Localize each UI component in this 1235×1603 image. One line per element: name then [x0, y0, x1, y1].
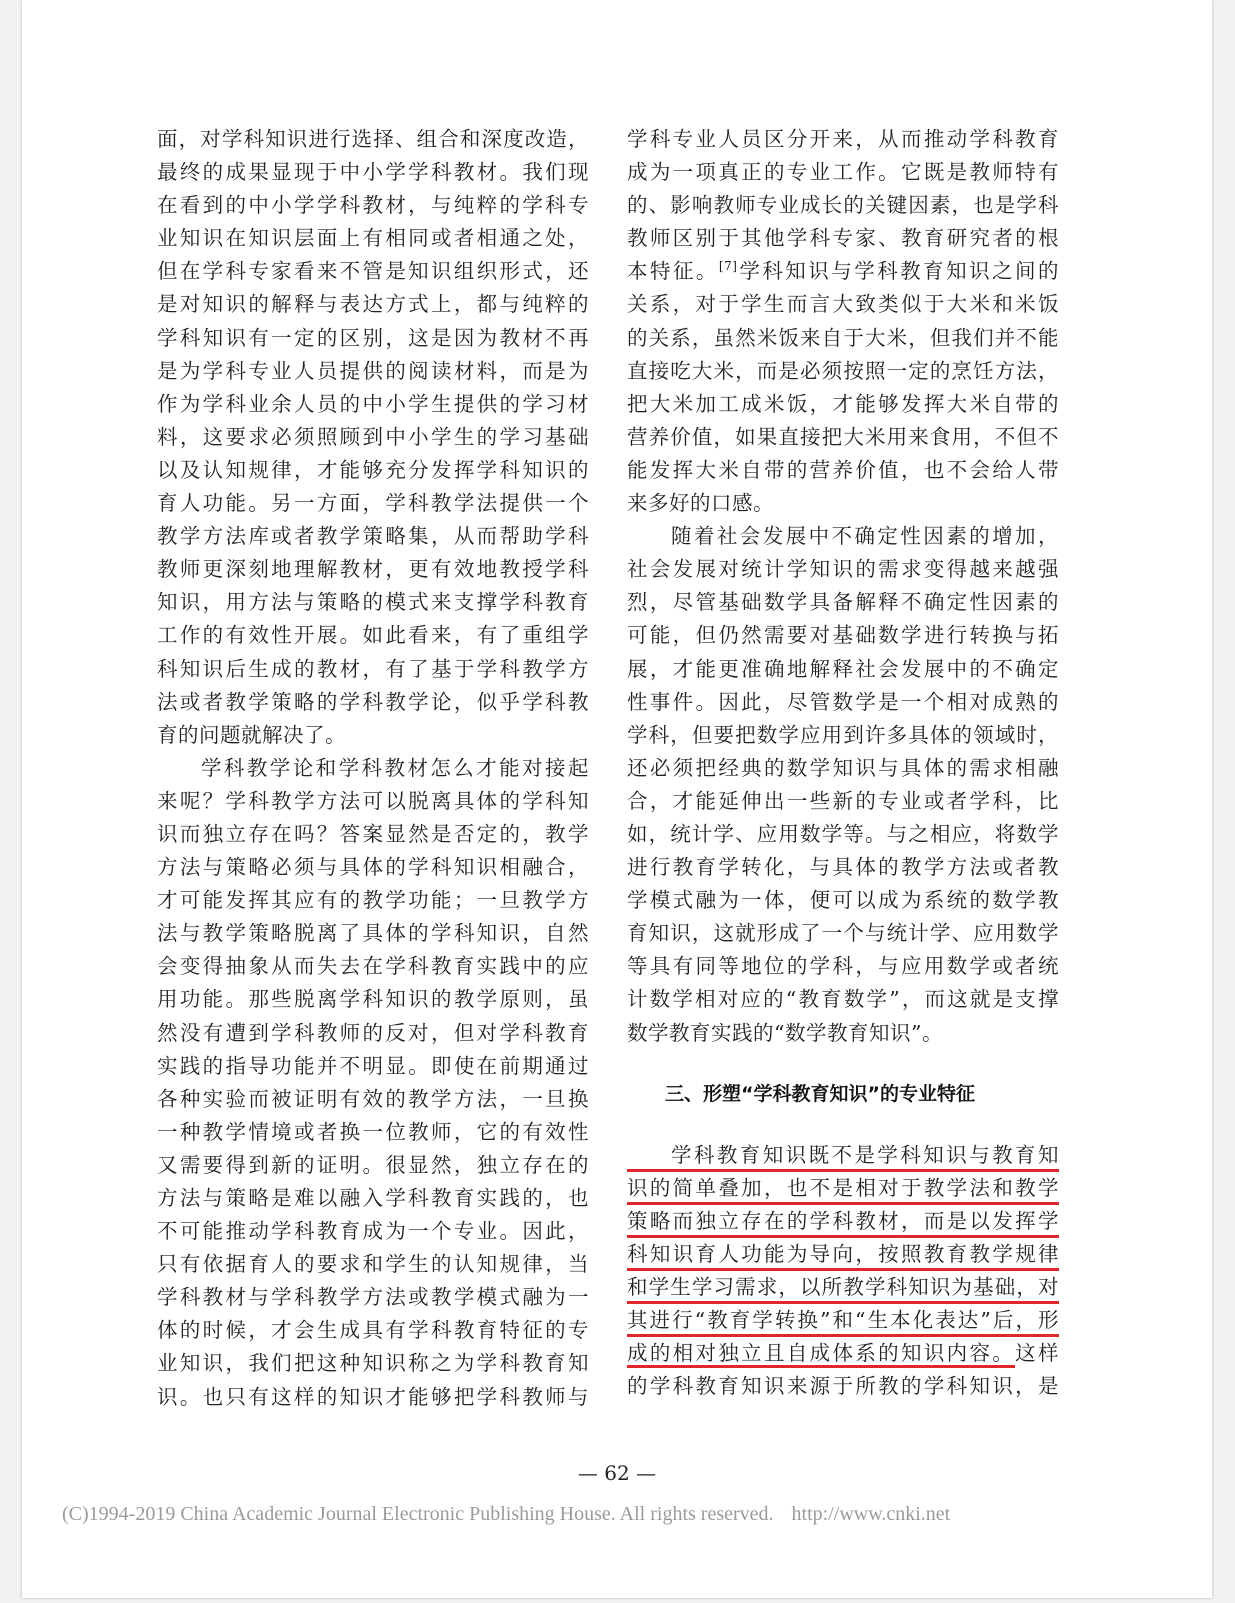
- paragraph-start: 学科教学论和学科教材怎么才能对接起: [201, 755, 589, 780]
- text-line: 合，才能延伸出一些新的专业或者学科，比: [627, 788, 1059, 813]
- text-line: 教学方法库或者教学策略集，从而帮助学科: [157, 524, 589, 549]
- line-text-continued: 学科知识与学科教育知识之间的: [737, 259, 1060, 284]
- text-line: 学科教材与学科教学方法或教学模式融为一: [157, 1285, 589, 1310]
- text-line: 在看到的中小学学科教材，与纯粹的学科专: [157, 193, 589, 218]
- text-line: 如，统计学、应用数学等。与之相应，将数学: [627, 821, 1059, 846]
- text-line: 识而独立存在吗？答案显然是否定的，教学: [157, 821, 589, 846]
- text-line: 的关系，虽然米饭来自于大米，但我们并不能: [627, 325, 1059, 350]
- highlighted-line: 科知识育人功能为导向，按照教育教学规律: [627, 1238, 1059, 1271]
- text-line: 各种实验而被证明有效的教学方法，一旦换: [157, 1086, 589, 1111]
- highlighted-line: 识的简单叠加，也不是相对于教学法和教学: [627, 1172, 1059, 1205]
- text-line: 育的问题就解决了。: [157, 722, 346, 747]
- text-line: 学模式融为一体，便可以成为系统的数学教: [627, 888, 1059, 913]
- text-line: 才可能发挥其应有的教学功能；一旦教学方: [157, 888, 589, 913]
- text-line-with-citation: [627, 255, 1059, 288]
- text-line: 能发挥大米自带的营养价值，也不会给人带: [627, 457, 1059, 482]
- text-line: 法与教学策略脱离了具体的学科知识，自然: [157, 921, 589, 946]
- text-line: 以及认知规律，才能够充分发挥学科知识的: [157, 457, 589, 482]
- text-line: 面，对学科知识进行选择、组合和深度改造，: [157, 127, 589, 151]
- text-line: 教师区别于其他学科专家、教育研究者的根: [627, 226, 1059, 251]
- highlighted-line: 策略而独立存在的学科教材，而是以发挥学: [627, 1205, 1059, 1238]
- highlighted-text: 成的相对独立且自成体系的知识内容。: [627, 1341, 1015, 1368]
- text-line: 学科，但要把数学应用到许多具体的领域时，: [627, 722, 1059, 747]
- text-line: 计数学相对应的“教育数学”，而这就是支撑: [627, 987, 1059, 1012]
- text-line: 成为一项真正的专业工作。它既是教师特有: [627, 160, 1059, 185]
- text-line: 料，这要求必须照顾到中小学生的学习基础: [157, 424, 589, 449]
- text-line: 是对知识的解释与表达方式上，都与纯粹的: [157, 292, 589, 317]
- text-line: 关系，对于学生而言大致类似于大米和米饭: [627, 292, 1059, 317]
- copyright-text: (C)1994-2019 China Academic Journal Electronic Publishing House. All rights reserved.: [62, 1503, 774, 1525]
- text-line: 学科专业人员区分开来，从而推动学科教育: [627, 127, 1059, 151]
- text-line: 可能，但仍然需要对基础数学进行转换与拓: [627, 623, 1059, 648]
- highlighted-line: 学科教育知识既不是学科知识与教育知: [627, 1139, 1059, 1172]
- text-line: 育知识，这就形成了一个与统计学、应用数学: [627, 921, 1059, 946]
- text-line: 又需要得到新的证明。很显然，独立存在的: [157, 1152, 589, 1177]
- text-line: 体的时候，才会生成具有学科教育特征的专: [157, 1318, 589, 1343]
- text-line: 作为学科业余人员的中小学生提供的学习材: [157, 391, 589, 416]
- text-line: 只有依据育人的要求和学生的认知规律，当: [157, 1252, 589, 1277]
- right-column: [627, 123, 1059, 1403]
- text-line: 业知识，我们把这种知识称之为学科教育知: [157, 1351, 589, 1376]
- citation-marker: [7]: [718, 259, 738, 274]
- page-number: — 62 —: [577, 1461, 657, 1485]
- text-line: 最终的成果显现于中小学学科教材。我们现: [157, 160, 589, 185]
- text-line: 营养价值，如果直接把大米用来食用，不但不: [627, 424, 1059, 449]
- text-line: 直接吃大米，而是必须按照一定的烹饪方法，: [627, 358, 1059, 383]
- text-line: 把大米加工成米饭，才能够发挥大米自带的: [627, 391, 1059, 416]
- text-line: 会变得抽象从而失去在学科教育实践中的应: [157, 954, 589, 979]
- section-heading: 三、形塑“学科教育知识”的专业特征: [665, 1082, 975, 1105]
- text-line: 的、影响教师专业成长的关键因素，也是学科: [627, 193, 1059, 218]
- text-line: 法或者教学策略的学科教学论，似乎学科教: [157, 689, 589, 714]
- text-line: 来多好的口感。: [627, 491, 774, 516]
- text-line: 来呢？学科教学方法可以脱离具体的学科知: [157, 788, 589, 813]
- text-line: 方法与策略是难以融入学科教育实践的，也: [157, 1186, 589, 1210]
- text-line: 育人功能。另一方面，学科教学法提供一个: [157, 491, 589, 516]
- text-line: 是为学科专业人员提供的阅读材料，而是为: [157, 358, 589, 383]
- highlighted-line: 和学生学习需求，以所教学科知识为基础，对: [627, 1271, 1059, 1304]
- document-page: [22, 0, 1212, 1598]
- text-line: 等具有同等地位的学科，与应用数学或者统: [627, 954, 1059, 979]
- text-line: 展，才能更准确地解释社会发展中的不确定: [627, 656, 1059, 681]
- text-line: 用功能。那些脱离学科知识的教学原则，虽: [157, 987, 589, 1012]
- text-line: 的学科教育知识来源于所教的学科知识，是: [627, 1374, 1059, 1399]
- highlighted-line: 其进行“教育学转换”和“生本化表达”后，形: [627, 1304, 1059, 1337]
- paragraph-start: 随着社会发展中不确定性因素的增加，: [671, 524, 1059, 549]
- text-line: 不可能推动学科教育成为一个专业。因此，: [157, 1219, 589, 1244]
- text-line: 然没有遭到学科教师的反对，但对学科教育: [157, 1020, 589, 1045]
- text-line: 但在学科专家看来不管是知识组织形式，还: [157, 259, 589, 284]
- text-line: 工作的有效性开展。如此看来，有了重组学: [157, 623, 589, 648]
- left-column: [157, 123, 589, 1414]
- text-line: 数学教育实践的“数学教育知识”。: [627, 1020, 943, 1045]
- text-line: 知识，用方法与策略的模式来支撑学科教育: [157, 590, 589, 615]
- text-line: 识。也只有这样的知识才能够把学科教师与: [157, 1384, 589, 1409]
- text-line: 科知识后生成的教材，有了基于学科教学方: [157, 656, 589, 681]
- text-line: 学科知识有一定的区别，这是因为教材不再: [157, 325, 589, 350]
- line-text-continued: 这样: [1015, 1341, 1060, 1366]
- text-line: 社会发展对统计学知识的需求变得越来越强: [627, 557, 1059, 582]
- copyright-footer: [62, 1503, 1202, 1526]
- footer-url[interactable]: http://www.cnki.net: [791, 1503, 951, 1525]
- text-line: 实践的指导功能并不明显。即使在前期通过: [157, 1053, 589, 1078]
- text-line: 还必须把经典的数学知识与具体的需求相融: [627, 755, 1059, 780]
- line-text: 本特征。: [627, 259, 719, 284]
- text-line: 方法与策略必须与具体的学科知识相融合，: [157, 855, 589, 880]
- text-line: 教师更深刻地理解教材，更有效地教授学科: [157, 557, 589, 582]
- text-line: 烈，尽管基础数学具备解释不确定性因素的: [627, 590, 1059, 615]
- partially-highlighted-line: [627, 1337, 1059, 1370]
- text-line: 性事件。因此，尽管数学是一个相对成熟的: [627, 689, 1059, 714]
- text-line: 业知识在知识层面上有相同或者相通之处，: [157, 226, 589, 251]
- text-line: 进行教育学转化，与具体的教学方法或者教: [627, 855, 1059, 880]
- text-line: 一种教学情境或者换一位教师，它的有效性: [157, 1119, 589, 1144]
